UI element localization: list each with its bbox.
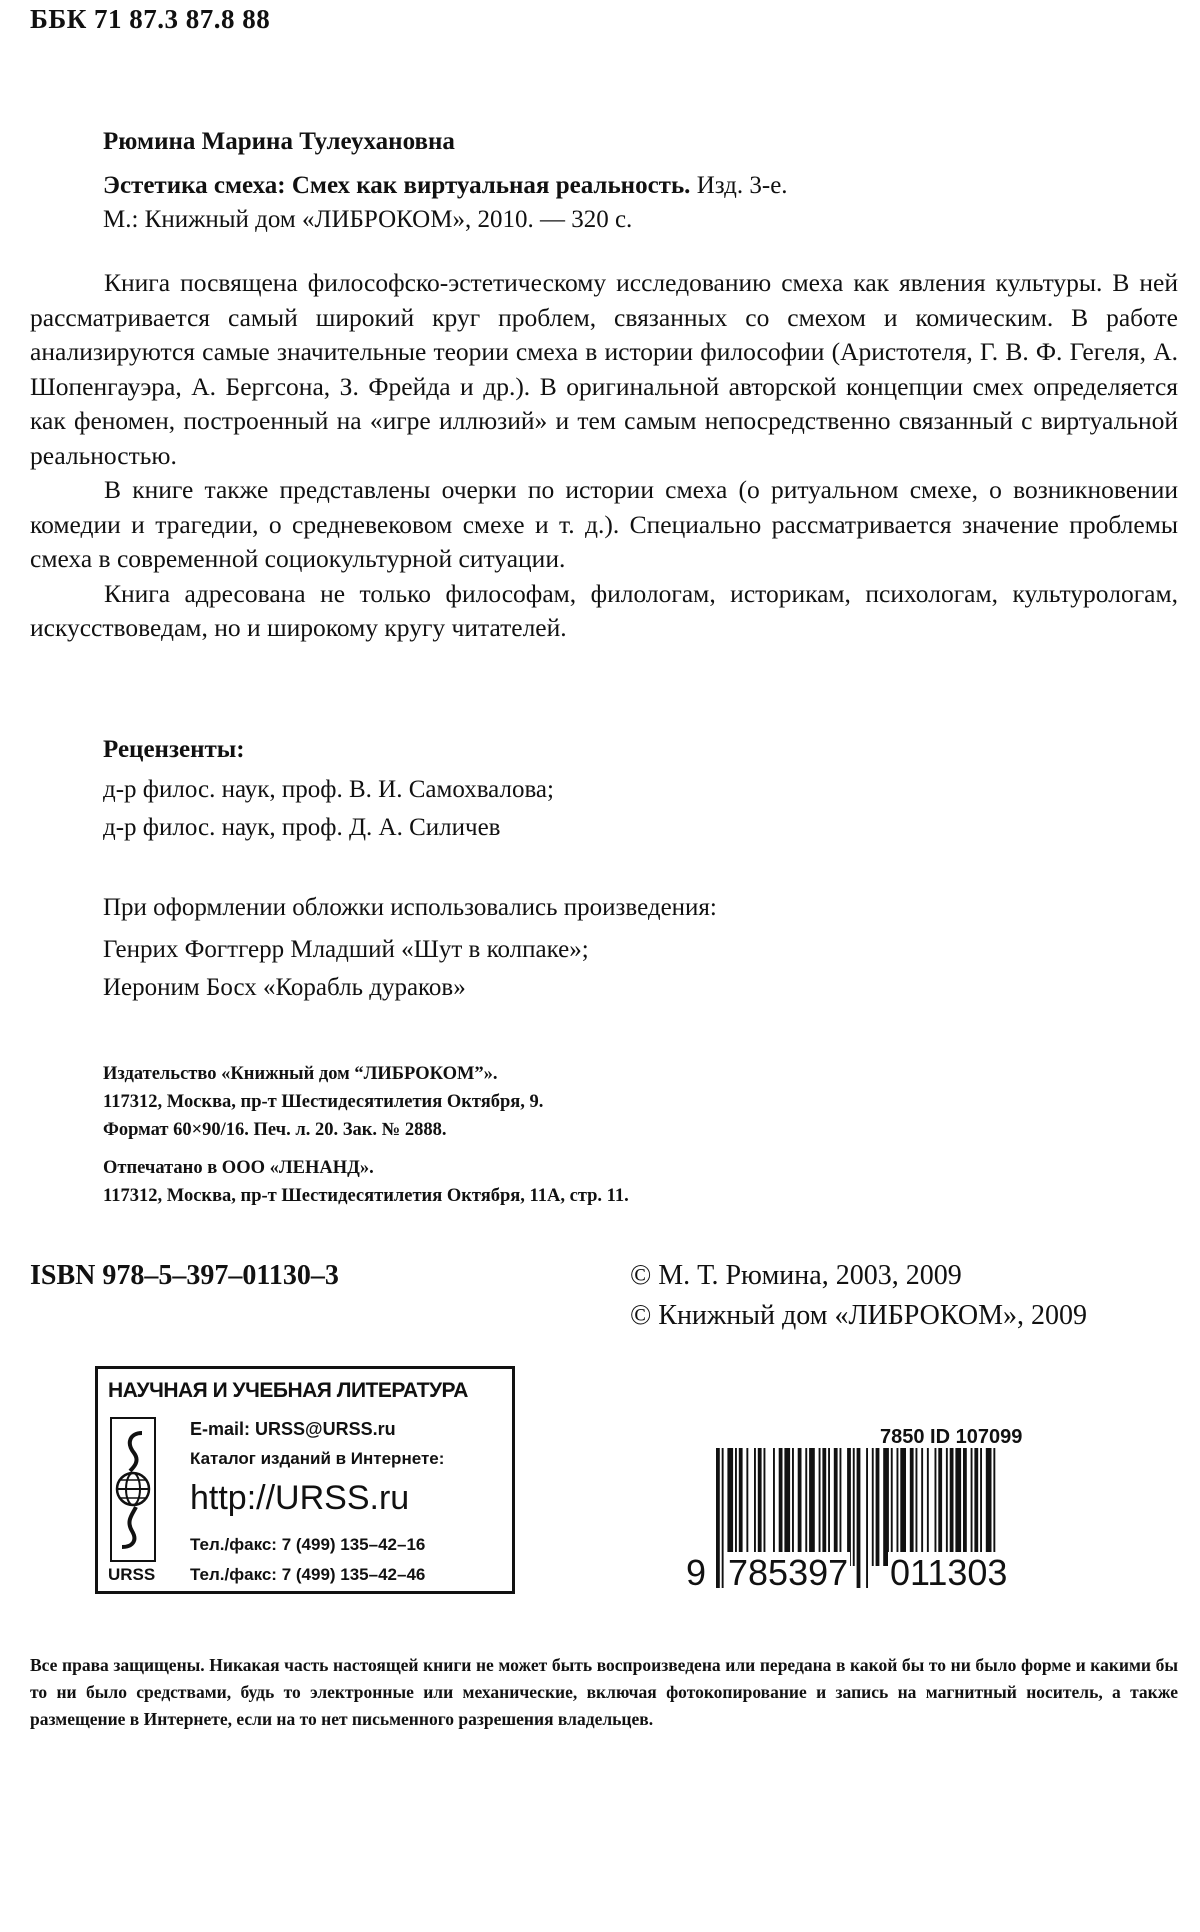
barcode-bar: [866, 1448, 868, 1588]
urss-url: http://URSS.ru: [190, 1479, 410, 1517]
urss-heading: НАУЧНАЯ И УЧЕБНАЯ ЛИТЕРАТУРА: [108, 1379, 468, 1402]
book-title: Эстетика смеха: Смех как виртуальная реальность.: [103, 172, 691, 199]
barcode-first-digit: 9: [686, 1552, 707, 1593]
barcode-bar: [993, 1448, 995, 1566]
barcode-bar: [950, 1448, 954, 1566]
imprint-line: Отпечатано в ООО «ЛЕНАНД».: [103, 1158, 374, 1178]
imprint-line: Издательство «Книжный дом “ЛИБРОКОМ”».: [103, 1064, 498, 1084]
cover-credits-heading: При оформлении обложки использовались произведения:: [103, 894, 717, 921]
abstract-paragraph: Книга посвящена философско-эстетическому исследованию смеха как явления культуры. В ней рассматривается самый широкий круг проблем, связанных со смехом и комическим. В работе анализируются самые значительные теории смеха в истории философии (Аристотеля, Г. В. Ф. Гегеля, А. Шопенгауэра, А. Бергсона, З. Фрейда и др.). В оригинальной авторской концепции смех определяется как феномен, построенный на «игре иллюзий» и тем самым непосредственно связанный с виртуальной реальностью.: [30, 268, 1178, 470]
barcode-bar: [798, 1448, 802, 1566]
urss-catalog-label: Каталог изданий в Интернете:: [190, 1449, 445, 1468]
barcode-bar: [876, 1448, 880, 1566]
barcode-bar: [784, 1448, 790, 1566]
barcode-bar: [853, 1448, 855, 1566]
copyright-line: © М. Т. Рюмина, 2003, 2009: [630, 1260, 962, 1291]
barcode-bar: [910, 1448, 914, 1566]
imprint-line: Формат 60×90/16. Печ. л. 20. Зак. № 2888.: [103, 1120, 447, 1140]
barcode-bar: [746, 1448, 748, 1566]
isbn: ISBN 978–5–397–01130–3: [30, 1260, 339, 1291]
barcode-bar: [739, 1448, 743, 1566]
barcode-bar: [857, 1448, 861, 1588]
book-title-line: [103, 172, 788, 200]
barcode-bar: [727, 1448, 733, 1566]
barcode-bar: [779, 1448, 783, 1566]
barcode-bar: [891, 1448, 893, 1566]
cover-credit-line: Иероним Босх «Корабль дураков»: [103, 974, 466, 1001]
barcode-bar: [773, 1448, 775, 1566]
urss-phone: Тел./факс: 7 (499) 135–42–46: [190, 1565, 426, 1584]
author-name: Рюмина Марина Тулеухановна: [103, 128, 455, 155]
urss-globe-logo-icon: [110, 1417, 156, 1562]
publication-info: М.: Книжный дом «ЛИБРОКОМ», 2010. — 320 с.: [103, 206, 633, 233]
urss-email: E-mail: URSS@URSS.ru: [190, 1419, 396, 1439]
barcode-bar: [735, 1448, 737, 1566]
barcode-bar: [805, 1448, 807, 1566]
abstract-paragraph: Книга адресована не только философам, филологам, историкам, психологам, культурологам, искусствоведам, но и широкому кругу читателей.: [30, 578, 1178, 642]
barcode-id: 7850 ID 107099: [880, 1426, 1023, 1448]
imprint-line: 117312, Москва, пр-т Шестидесятилетия Октября, 11А, стр. 11.: [103, 1186, 629, 1206]
barcode-bar: [927, 1448, 929, 1566]
barcode-bar: [872, 1448, 874, 1566]
barcode-bar: [900, 1448, 906, 1566]
barcode-bar: [758, 1448, 762, 1566]
barcode-bar: [971, 1448, 973, 1566]
abstract-paragraph: В книге также представлены очерки по истории смеха (о ритуальном смехе, о возникновении комедии и трагедии, о средневековом смехе и т. д.). Специально рассматривается значение проблемы смеха в современной социокультурной ситуации.: [30, 475, 1178, 573]
imprint-line: 117312, Москва, пр-т Шестидесятилетия Октября, 9.: [103, 1092, 544, 1112]
bbk-code: ББК 71 87.3 87.8 88: [30, 4, 271, 34]
barcode-bar: [986, 1448, 992, 1566]
barcode-bar: [754, 1448, 756, 1566]
barcode-bar: [792, 1448, 794, 1566]
barcode-bar: [883, 1448, 889, 1566]
rights-notice: Все права защищены. Никакая часть настоящей книги не может быть воспроизведена или передана в какой бы то ни было форме и какими бы то ни было средствами, будь то электронные или механические, включая фотокопирование и запись на магнитный носитель, а также размещение в Интернете, если на то нет письменного разрешения владельцев.: [30, 1655, 1178, 1729]
barcode-bar: [955, 1448, 961, 1566]
barcode-bar: [897, 1448, 899, 1566]
barcode-bar: [921, 1448, 923, 1566]
barcode-bar: [963, 1448, 967, 1566]
barcode-digit-group: 785397: [728, 1552, 849, 1593]
barcode-bar: [764, 1448, 766, 1566]
edition: Изд. 3-е.: [696, 172, 788, 199]
urss-info-box: [95, 1366, 515, 1594]
barcode-bar: [935, 1448, 937, 1566]
barcode-bar: [828, 1448, 830, 1566]
barcode-bar: [980, 1448, 982, 1566]
cover-credit-line: Генрих Фогтгерр Младший «Шут в колпаке»;: [103, 936, 589, 963]
abstract: [30, 266, 1178, 646]
urss-phone: Тел./факс: 7 (499) 135–42–16: [190, 1535, 426, 1554]
barcode-bar: [722, 1448, 724, 1588]
barcode-digit-group: 011303: [890, 1552, 1008, 1593]
barcode-bar: [809, 1448, 815, 1566]
barcode-bar: [819, 1448, 821, 1566]
reviewers-heading: Рецензенты:: [103, 736, 245, 763]
barcode-bar: [916, 1448, 918, 1566]
barcode-bar: [834, 1448, 838, 1566]
copyright-line: © Книжный дом «ЛИБРОКОМ», 2009: [630, 1300, 1087, 1331]
barcode-bar: [822, 1448, 826, 1566]
barcode-bar: [974, 1448, 978, 1566]
reviewer-line: д-р филос. наук, проф. Д. А. Силичев: [103, 814, 501, 841]
barcode-bar: [938, 1448, 942, 1566]
barcode-bar: [840, 1448, 842, 1566]
barcode-bar: [716, 1448, 720, 1588]
reviewer-line: д-р филос. наук, проф. В. И. Самохвалова;: [103, 776, 554, 803]
barcode-bar: [946, 1448, 948, 1566]
barcode-bar: [847, 1448, 851, 1566]
urss-logo-text: URSS: [108, 1565, 156, 1584]
